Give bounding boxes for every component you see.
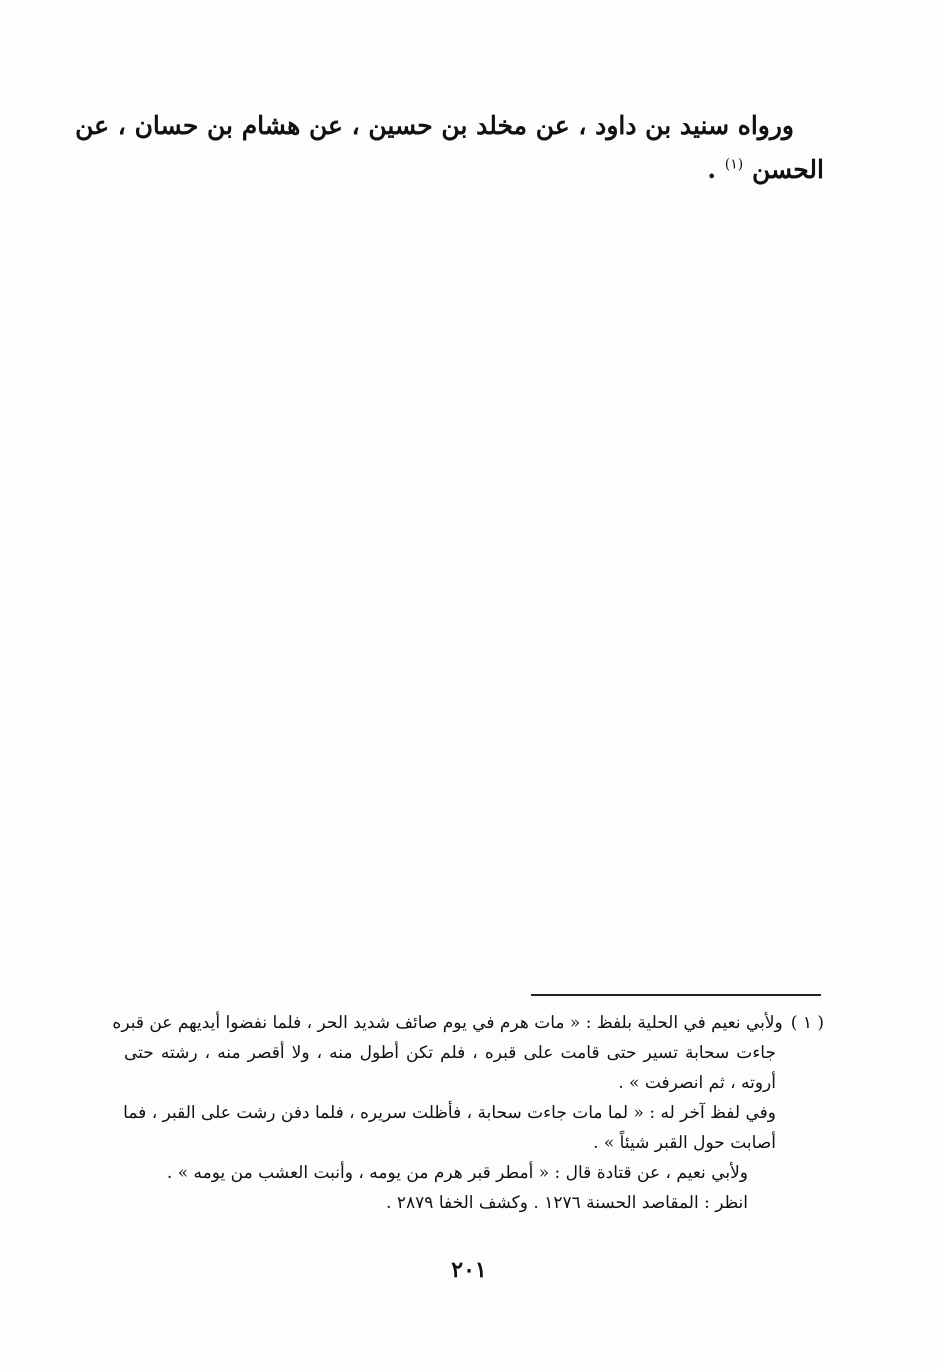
footnotes — [112, 1008, 824, 1218]
footnote-line-6: ولأبي نعيم ، عن قتادة قال : « أمطر قبر هرم من يومه ، وأنبت العشب من يومه » . — [166, 1163, 748, 1183]
footnote-reference[interactable]: (١) — [724, 156, 744, 173]
footnote-line-3: أروته ، ثم انصرفت » . — [618, 1073, 776, 1093]
footnote-line-7: انظر : المقاصد الحسنة ١٢٧٦ . وكشف الخفا ٢٨٧٩ . — [386, 1193, 748, 1213]
footnote-line-4: وفي لفظ آخر له : « لما مات جاءت سحابة ، فأظلت سريره ، فلما دفن رشت على القبر ، فما — [123, 1103, 776, 1123]
main-text-line-2-end: . — [707, 155, 725, 184]
footnote-line-2: جاءت سحابة تسير حتى قامت على قبره ، فلم تكن أطول منه ، ولا أقصر منه ، رشته حتى — [124, 1043, 776, 1063]
main-text-line-1: ورواه سنيد بن داود ، عن مخلد بن حسين ، عن هشام بن حسان ، عن — [75, 111, 794, 140]
main-text-line-2-text: الحسن — [751, 155, 824, 184]
footnote-line-1-text: ولأبي نعيم في الحلية بلفظ : « مات هرم في يوم صائف شديد الحر ، فلما نفضوا أيديهم عن قبره — [112, 1013, 783, 1033]
main-text — [75, 104, 824, 192]
main-text-line-2 — [128, 148, 824, 192]
page-number: ٢٠١ — [451, 1257, 487, 1283]
footnote-line-1 — [112, 1008, 824, 1038]
footnote-separator — [531, 994, 821, 996]
footnote-number: ( ١ ) — [790, 1013, 824, 1033]
footnote-line-5: أصابت حول القبر شيئاً » . — [593, 1133, 776, 1153]
